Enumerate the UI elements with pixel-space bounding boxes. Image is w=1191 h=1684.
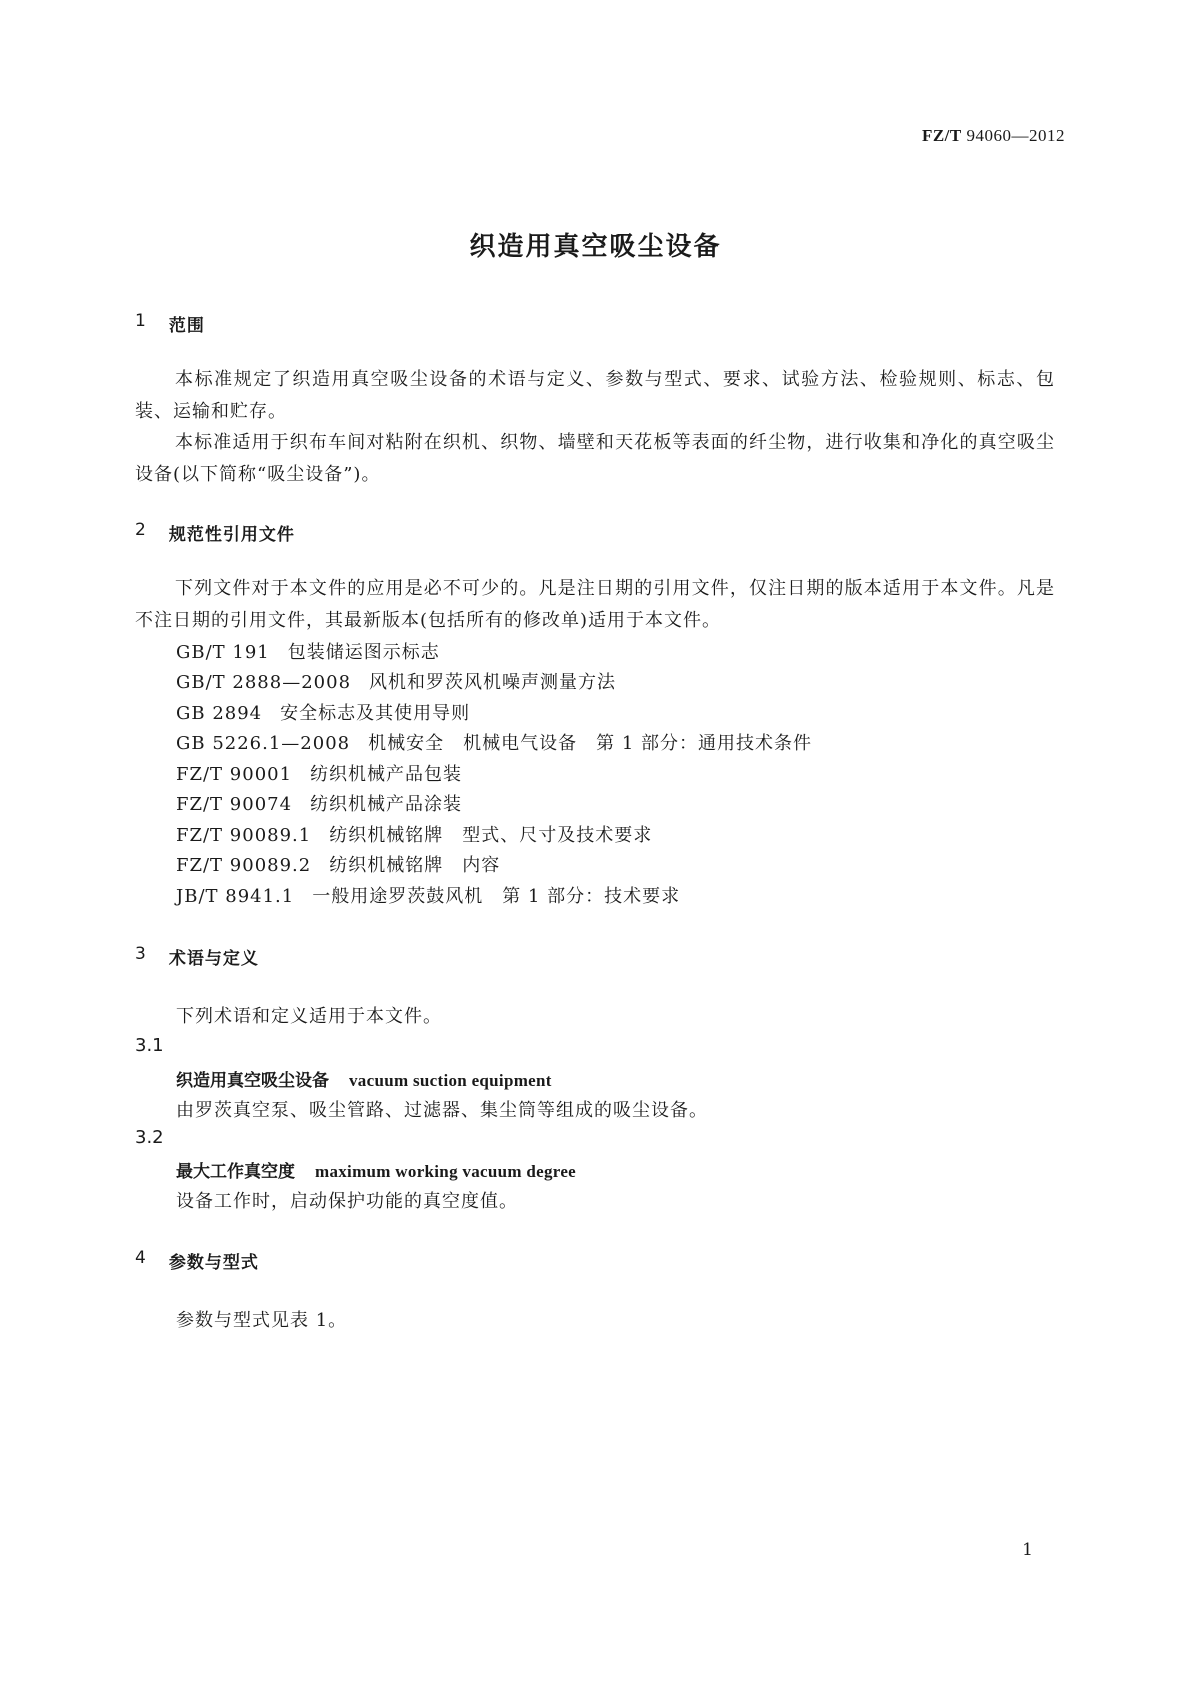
- reference-item: [176, 638, 440, 664]
- section-title: 术语与定义: [168, 949, 259, 969]
- reference-item: [176, 882, 680, 908]
- term-english: maximum working vacuum degree: [315, 1162, 577, 1181]
- section-3-intro: 下列术语和定义适用于本文件。: [176, 1006, 442, 1027]
- section-title: 参数与型式: [168, 1253, 259, 1273]
- reference-code: GB/T 191: [176, 642, 270, 663]
- term-definition: 设备工作时，启动保护功能的真空度值。: [176, 1191, 518, 1212]
- section-number: 1: [135, 311, 147, 331]
- section-1-paragraph-2: 本标准适用于织布车间对粘附在织机、织物、墙壁和天花板等表面的纤尘物，进行收集和净化的真空吸尘设备(以下简称“吸尘设备”)。: [135, 432, 1055, 485]
- term-english: vacuum suction equipment: [349, 1071, 552, 1090]
- section-title: 范围: [168, 316, 205, 336]
- term-heading: [176, 1066, 552, 1091]
- term-chinese: 织造用真空吸尘设备: [176, 1071, 329, 1091]
- section-2-intro: 下列文件对于本文件的应用是必不可少的。凡是注日期的引用文件，仅注日期的版本适用于本文件。凡是不注日期的引用文件，其最新版本(包括所有的修改单)适用于本文件。: [135, 578, 1055, 631]
- reference-code: FZ/T 90001: [176, 764, 293, 785]
- term-number: 3.1: [135, 1035, 164, 1056]
- section-2-heading: [135, 520, 295, 545]
- reference-code: GB 5226.1—2008: [176, 733, 351, 754]
- section-number: 3: [135, 944, 147, 964]
- reference-title: 纺织机械铭牌 型式、尺寸及技术要求: [329, 825, 653, 846]
- section-3-heading: [135, 944, 259, 969]
- reference-item: [176, 760, 462, 786]
- section-4-text: 参数与型式见表 1。: [176, 1310, 348, 1331]
- standard-code: [922, 126, 1065, 146]
- reference-item: [176, 668, 616, 694]
- term-definition: 由罗茨真空泵、吸尘管路、过滤器、集尘筒等组成的吸尘设备。: [176, 1100, 708, 1121]
- reference-item: [176, 821, 652, 847]
- section-1-heading: [135, 311, 205, 336]
- reference-title: 安全标志及其使用导则: [280, 703, 471, 724]
- section-title: 规范性引用文件: [168, 525, 295, 545]
- term-heading: [176, 1157, 576, 1182]
- reference-code: GB/T 2888—2008: [176, 672, 352, 693]
- standard-code-number: 94060—2012: [966, 126, 1065, 145]
- section-number: 2: [135, 520, 147, 540]
- reference-title: 纺织机械铭牌 内容: [329, 855, 501, 876]
- document-title: 织造用真空吸尘设备: [469, 232, 722, 262]
- reference-code: JB/T 8941.1: [176, 886, 295, 907]
- reference-code: GB 2894: [176, 703, 263, 724]
- reference-title: 纺织机械产品涂装: [310, 794, 463, 815]
- reference-item: [176, 699, 470, 725]
- standard-code-prefix: FZ/T: [921, 126, 962, 145]
- reference-title: 机械安全 机械电气设备 第 1 部分：通用技术条件: [368, 733, 813, 754]
- reference-title: 风机和罗茨风机噪声测量方法: [369, 672, 617, 693]
- page-number: 1: [1022, 1540, 1033, 1560]
- section-1-paragraph-1: 本标准规定了织造用真空吸尘设备的术语与定义、参数与型式、要求、试验方法、检验规则、标志、包装、运输和贮存。: [135, 369, 1055, 422]
- term-number: 3.2: [135, 1127, 164, 1148]
- reference-item: [176, 851, 500, 877]
- reference-item: [176, 790, 462, 816]
- reference-title: 纺织机械产品包装: [310, 764, 463, 785]
- section-number: 4: [135, 1248, 147, 1268]
- section-4-heading: [135, 1248, 259, 1273]
- reference-code: FZ/T 90089.1: [176, 825, 312, 846]
- reference-title: 包装储运图示标志: [287, 642, 440, 663]
- reference-item: [176, 729, 812, 755]
- reference-title: 一般用途罗茨鼓风机 第 1 部分：技术要求: [312, 886, 681, 907]
- reference-code: FZ/T 90089.2: [176, 855, 312, 876]
- term-chinese: 最大工作真空度: [176, 1162, 295, 1182]
- reference-code: FZ/T 90074: [176, 794, 293, 815]
